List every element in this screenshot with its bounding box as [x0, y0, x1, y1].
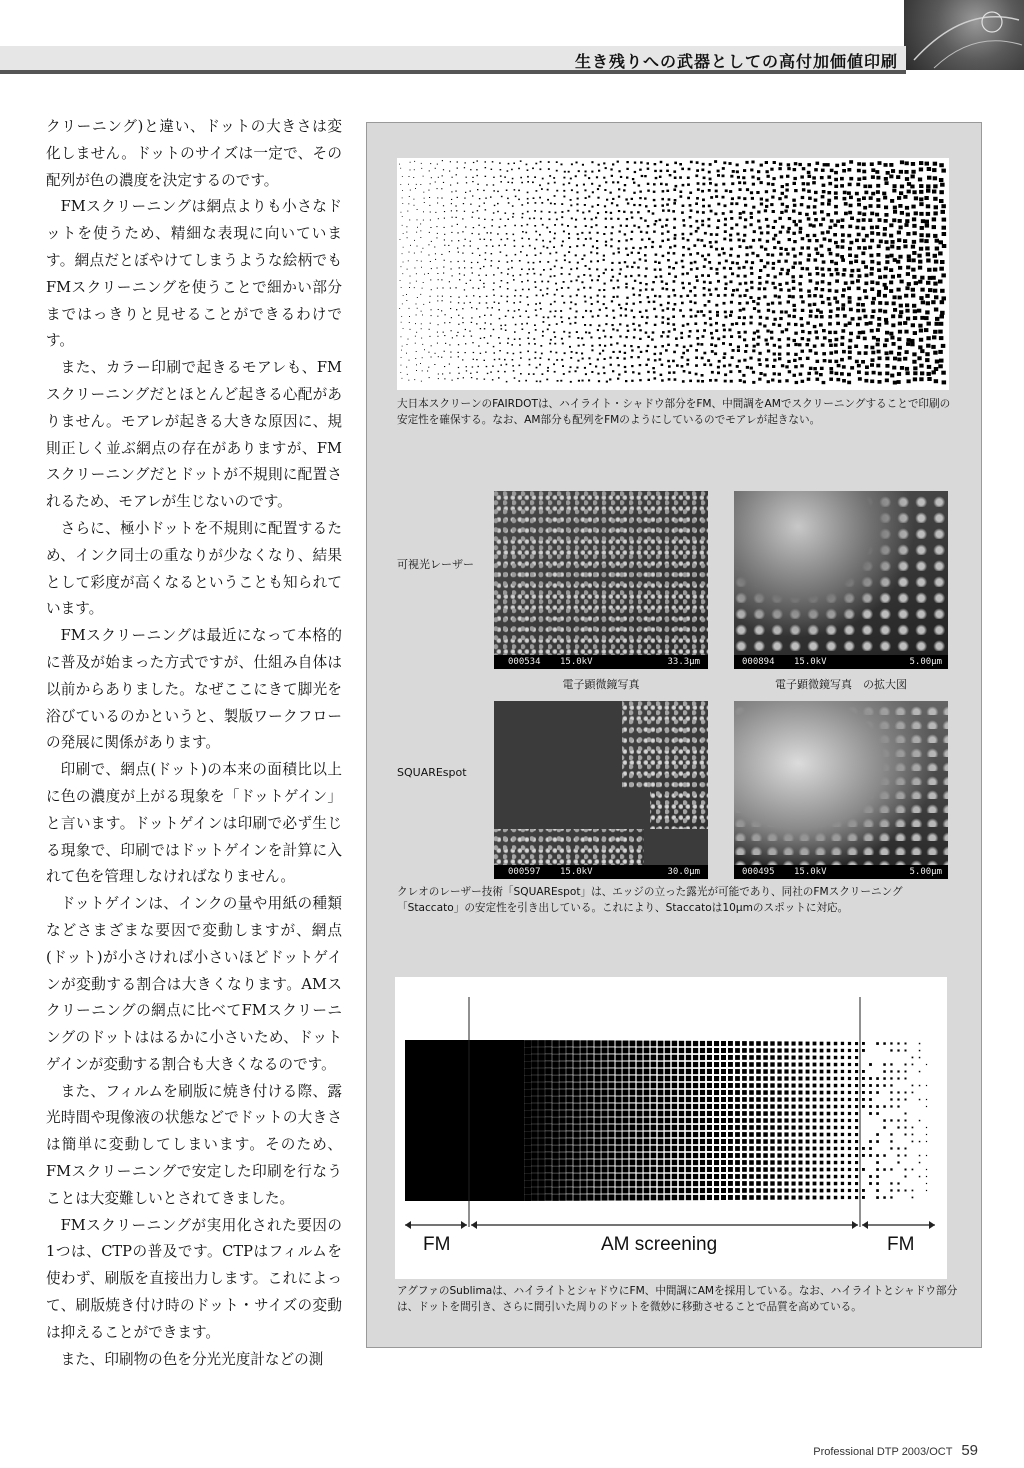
- corner-photo-lines: [904, 0, 1024, 70]
- sem-kv: 15.0kV: [560, 867, 593, 877]
- squarespot-label: SQUAREspot: [397, 766, 467, 779]
- sem-scale: 5.00μm: [909, 657, 942, 667]
- exposed-area: [494, 701, 622, 829]
- magazine-name: Professional DTP: [813, 1446, 899, 1458]
- sem-photo-visible-laser-zoom: [734, 491, 948, 669]
- page-header-title: 生き残りへの武器としての高付加価値印刷: [574, 52, 898, 71]
- squarespot-caption: クレオのレーザー技術「SQUAREspot」は、エッジの立った露光が可能であり、同社のFMスクリーニング「Staccato」の安定性を引き出している。これにより、Staccatoは10μmのスポットに対応。: [397, 886, 903, 914]
- visible-laser-label: 可視光レーザー: [397, 558, 474, 571]
- sem-caption-left: 電子顕微鏡写真: [562, 678, 640, 691]
- paragraph: また、フィルムを刷版に焼き付ける際、露光時間や現像液の状態などでドットの大きさは簡単に変動してしまいます。そのため、FMスクリーニングで安定した印刷を行なうことは大変難しいとされてきました。: [46, 1082, 342, 1207]
- sem-scale: 5.00μm: [909, 867, 942, 877]
- paragraph: また、カラー印刷で起きるモアレも、FMスクリーニングだとほとんど起きる心配がありません。モアレが起きる大きな原因に、規則正しく並ぶ網点の存在がありますが、FMスクリーニングだとドットが不規則に配置されるため、モアレが生じないのです。: [46, 359, 342, 511]
- sublima-caption: アグファのSublimaは、ハイライトとシャドウにFM、中間調にAMを採用している。なお、ハイライトとシャドウ部分は、ドットを間引き、さらに間引いた周りのドットを微妙に移動させることで品質を高めている。: [397, 1285, 958, 1313]
- fairdot-gradient-svg: [397, 158, 949, 390]
- sem-kv: 15.0kV: [794, 867, 827, 877]
- sem-scale: 33.3μm: [667, 657, 700, 667]
- sem-kv: 15.0kV: [794, 657, 827, 667]
- sem-scale-bar: [734, 865, 948, 879]
- sem-scale: 30.0μm: [667, 867, 700, 877]
- sem-photo-squarespot-zoom: [734, 701, 948, 879]
- paragraph: また、印刷物の色を分光光度計などの測: [60, 1350, 324, 1368]
- sem-kv: 15.0kV: [560, 657, 593, 667]
- issue-date: 2003/OCT: [901, 1446, 953, 1458]
- sem-id: 000495: [742, 867, 775, 877]
- sem-photo-visible-laser: [494, 491, 708, 669]
- article-body: [46, 114, 342, 1373]
- sem-scale-bar: [494, 655, 708, 669]
- fairdot-gradient-image: [397, 158, 949, 390]
- paragraph: クリーニング)と違い、ドットの大きさは変化しません。ドットのサイズは一定で、その配列が色の濃度を決定するのです。: [46, 118, 342, 189]
- am-screening-label: AM screening: [601, 1234, 718, 1255]
- fm-left-label: FM: [423, 1234, 451, 1255]
- corner-photo: [904, 0, 1024, 70]
- page-footer: [813, 1442, 978, 1459]
- sublima-diagram: [395, 977, 947, 1279]
- page-number: 59: [961, 1442, 978, 1459]
- sem-id: 000597: [508, 867, 541, 877]
- paragraph: さらに、極小ドットを不規則に配置するため、インク同士の重なりが少なくなり、結果として彩度が高くなるということも知られています。: [46, 519, 342, 618]
- paragraph: FMスクリーニングが実用化された要因の1つは、CTPの普及です。CTPはフィルムを使わず、刷版を直接出力します。これによって、刷版焼き付け時のドット・サイズの変動は抑えることができます。: [46, 1216, 342, 1341]
- paragraph: FMスクリーニングは最近になって本格的に普及が始まった方式ですが、仕組み自体は以前からありました。なぜここにきて脚光を浴びているのかというと、製版ワークフローの発展に関係があります。: [46, 627, 342, 752]
- sem-caption-right: 電子顕微鏡写真 の拡大図: [775, 678, 907, 691]
- paragraph: ドットゲインは、インクの量や用紙の種類などさまざまな要因で変動しますが、網点(ドット)が小さければ小さいほどドットゲインが変動する割合は大きくなります。AMスクリーニングの網点に比べてFMスクリーニングのドットははるかに小さいため、ドットゲインが変動する割合も大きくなるのです。: [46, 895, 342, 1073]
- sem-photo-squarespot: [494, 701, 708, 879]
- sem-scale-bar: [734, 655, 948, 669]
- fairdot-caption: 大日本スクリーンのFAIRDOTは、ハイライト・シャドウ部分をFM、中間調をAMでスクリーニングすることで印刷の安定性を確保する。なお、AM部分も配列をFMのようにしているのでモアレが起きない。: [397, 398, 951, 426]
- paragraph: 印刷で、網点(ドット)の本来の面積比以上に色の濃度が上がる現象を「ドットゲイン」と言います。ドットゲインは印刷で必ず生じる現象で、印刷ではドットゲインを計算に入れて色を管理しなければなりません。: [46, 761, 342, 886]
- sem-id: 000534: [508, 657, 541, 667]
- fm-right-label: FM: [887, 1234, 915, 1255]
- sem-scale-bar: [494, 865, 708, 879]
- exposed-area: [622, 789, 650, 829]
- sem-id: 000894: [742, 657, 775, 667]
- paragraph: FMスクリーニングは網点よりも小さなドットを使うため、精細な表現に向いています。網点だとぼやけてしまうような絵柄でもFMスクリーニングを使うことで細かい部分まではっきりと見せることができるわけです。: [46, 198, 342, 350]
